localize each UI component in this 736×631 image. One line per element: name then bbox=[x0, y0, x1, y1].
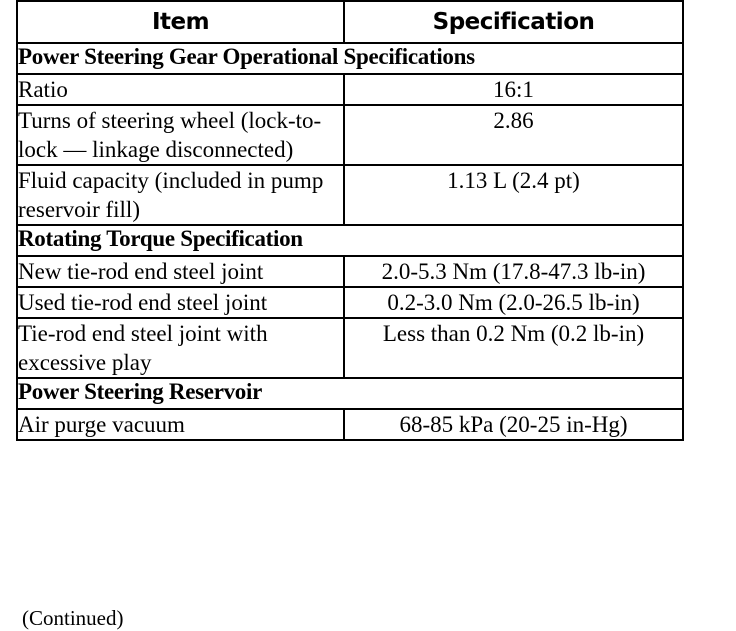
specification-table bbox=[16, 0, 684, 441]
table-row bbox=[17, 105, 683, 165]
section-row bbox=[17, 378, 683, 409]
item-cell: Turns of steering wheel (lock-to-lock — linkage disconnected) bbox=[17, 105, 344, 165]
section-title-power-steering-reservoir: Power Steering Reservoir bbox=[17, 378, 683, 409]
section-row bbox=[17, 43, 683, 74]
spec-table-container bbox=[16, 0, 682, 441]
item-cell: Used tie-rod end steel joint bbox=[17, 287, 344, 318]
section-title-power-steering-gear: Power Steering Gear Operational Specifications bbox=[17, 43, 683, 74]
section-title-rotating-torque: Rotating Torque Specification bbox=[17, 225, 683, 256]
spec-cell: 2.86 bbox=[344, 105, 683, 165]
table-row bbox=[17, 287, 683, 318]
spec-cell: 2.0-5.3 Nm (17.8-47.3 lb-in) bbox=[344, 256, 683, 287]
item-cell: Air purge vacuum bbox=[17, 409, 344, 440]
table-header-row bbox=[17, 1, 683, 43]
item-cell: Ratio bbox=[17, 74, 344, 105]
table-row bbox=[17, 409, 683, 440]
item-cell: Fluid capacity (included in pump reservoir fill) bbox=[17, 165, 344, 225]
table-row bbox=[17, 318, 683, 378]
table-row bbox=[17, 165, 683, 225]
continued-note: (Continued) bbox=[22, 606, 124, 630]
spec-cell: Less than 0.2 Nm (0.2 lb-in) bbox=[344, 318, 683, 378]
table-row bbox=[17, 256, 683, 287]
spec-cell: 68-85 kPa (20-25 in-Hg) bbox=[344, 409, 683, 440]
spec-cell: 0.2-3.0 Nm (2.0-26.5 lb-in) bbox=[344, 287, 683, 318]
header-specification: Specification bbox=[344, 1, 683, 43]
table-row bbox=[17, 74, 683, 105]
item-cell: Tie-rod end steel joint with excessive play bbox=[17, 318, 344, 378]
section-row bbox=[17, 225, 683, 256]
header-item: Item bbox=[17, 1, 344, 43]
item-cell: New tie-rod end steel joint bbox=[17, 256, 344, 287]
spec-cell: 16:1 bbox=[344, 74, 683, 105]
spec-cell: 1.13 L (2.4 pt) bbox=[344, 165, 683, 225]
